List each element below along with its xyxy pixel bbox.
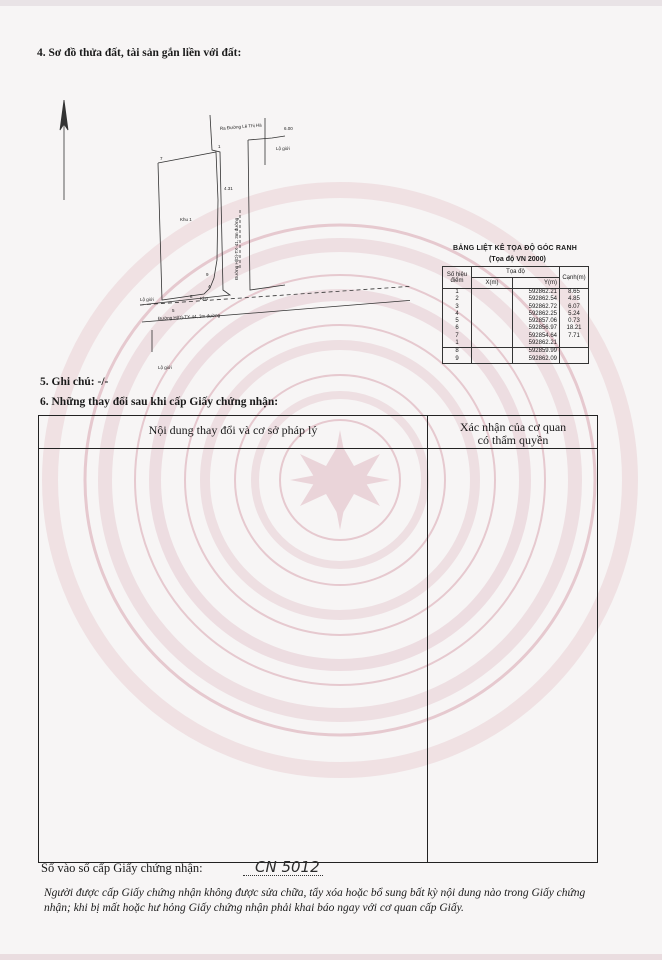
point-label-1: 1 <box>218 144 221 149</box>
plot-label-2: Khu <box>200 296 209 301</box>
street-label-bottom: Đường H(D)-TX-44, 3m đường <box>157 312 221 321</box>
registry-label: Số vào sổ cấp Giấy chứng nhận: <box>41 861 203 875</box>
point-label-4: 4 <box>208 284 211 289</box>
header-length: Cạnh(m) <box>560 267 589 289</box>
point-label-8: 8 <box>190 294 193 299</box>
header-x: X(m) <box>472 278 513 289</box>
changes-column-content-header: Nội dung thay đổi và cơ sở pháp lý <box>148 423 318 437</box>
authority-header-line-1: Xác nhận của cơ quan <box>459 420 567 434</box>
authority-header-line-2: có thẩm quyền <box>477 433 549 447</box>
street-label-right: Đường H(D)-TX-41, 3m đường <box>234 217 239 280</box>
header-divider <box>39 448 597 449</box>
table-row: 4 592862.25 5.24 <box>443 311 589 318</box>
table-row: 2 592862.54 4.85 <box>443 296 589 303</box>
table-row: 5 592857.06 0.73 <box>443 318 589 325</box>
plot-label-1: Khu 1 <box>180 217 192 222</box>
boundary-label-right: Lộ giới <box>276 146 290 151</box>
boundary-label-left: Lộ giới <box>140 297 154 302</box>
table-row: 1 592862.21 <box>443 340 589 348</box>
changes-table <box>38 415 598 863</box>
table-row: 6 592856.97 18.21 <box>443 325 589 332</box>
table-row: 7 592854.64 7.71 <box>443 333 589 340</box>
header-y: Y(m) <box>513 278 560 289</box>
point-label-7: 7 <box>160 156 163 161</box>
table-row: 1 592862.21 8.65 <box>443 289 589 297</box>
header-point: Số hiệu điểm <box>443 267 472 289</box>
street-label-top: Ra Đường Lê Thị Hà <box>219 122 262 131</box>
coord-table-title: BẢNG LIỆT KÊ TỌA ĐỘ GÓC RANH <box>453 245 577 252</box>
top-border <box>0 0 662 6</box>
section-4-title: 4. Sơ đồ thửa đất, tài sản gắn liền với đất: <box>37 47 242 59</box>
table-row: 3 592862.72 6.07 <box>443 304 589 311</box>
land-plot-diagram <box>40 90 410 380</box>
table-row: 9 592862.09 <box>443 356 589 364</box>
header-coords: Tọa độ <box>472 267 560 278</box>
section-5-title: 5. Ghi chú: -/- <box>40 376 109 388</box>
point-label-5: 5 <box>172 308 175 313</box>
bottom-border <box>0 954 662 960</box>
changes-column-authority-header <box>429 421 597 447</box>
dimension-label-2: 6.00 <box>284 126 293 131</box>
column-divider <box>427 416 428 862</box>
point-label-9: 9 <box>206 272 209 277</box>
footer-note: Người được cấp Giấy chứng nhận không được sửa chữa, tẩy xóa hoặc bổ sung bất kỳ nội dung nào trong Giấy chứng nhận; khi bị mất hoặc hư hỏng Giấy chứng nhận phải khai báo ngay với cơ quan cấp Giấy. <box>44 887 586 914</box>
section-6-title: 6. Những thay đổi sau khi cấp Giấy chứng nhận: <box>40 396 279 408</box>
dimension-label-1: 4.31 <box>224 186 233 191</box>
table-row: 8 592859.99 <box>443 348 589 356</box>
registry-number: CN 5012 <box>255 858 320 876</box>
coordinate-table <box>442 266 589 364</box>
boundary-label-bottom: Lộ giới <box>158 365 172 370</box>
coord-table-subtitle: (Tọa độ VN 2000) <box>489 256 546 263</box>
